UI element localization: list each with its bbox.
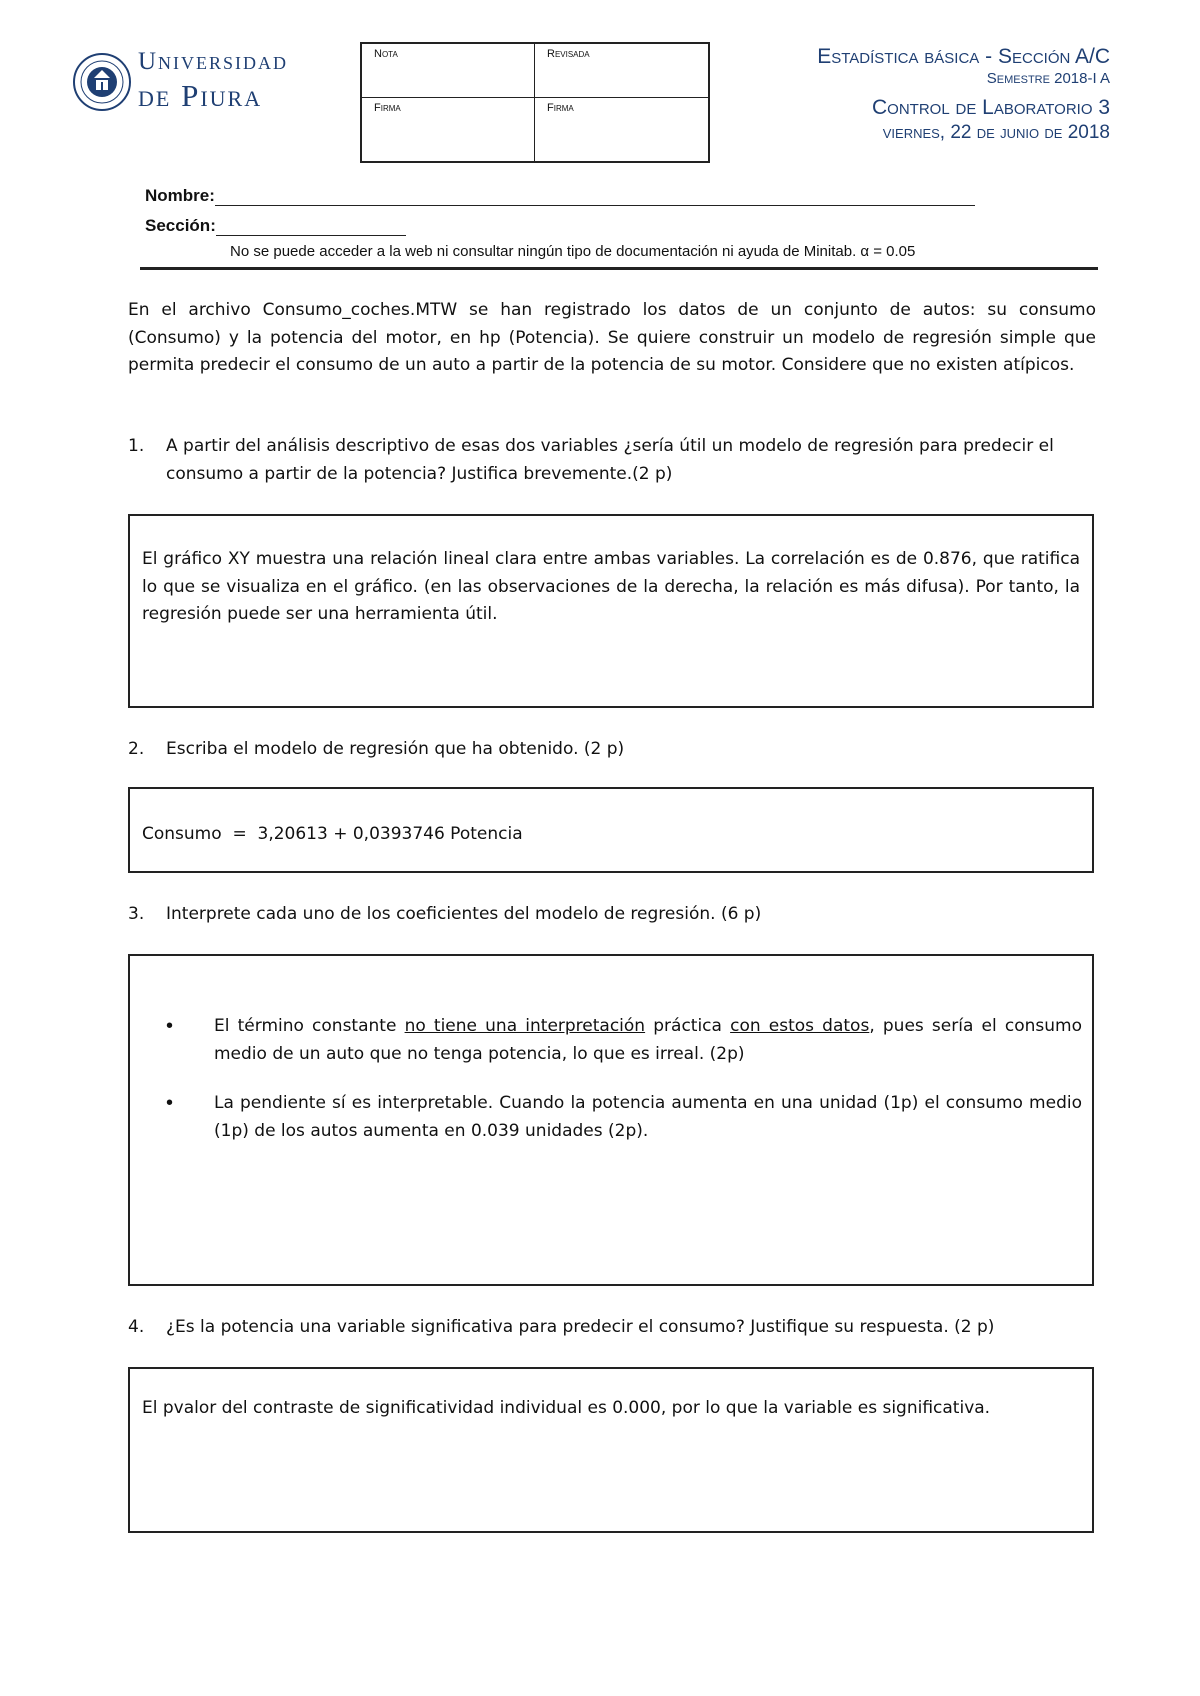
question-2-number: 2. xyxy=(128,739,145,759)
question-4-number: 4. xyxy=(128,1317,145,1337)
section-blank-line[interactable] xyxy=(216,219,406,236)
answer-box-2 xyxy=(128,787,1094,873)
university-seal-icon xyxy=(72,42,132,122)
question-2 xyxy=(128,736,1098,764)
grade-cell-nota: Nota xyxy=(362,44,535,98)
name-blank-line[interactable] xyxy=(215,189,975,206)
answer-box-4 xyxy=(128,1367,1094,1533)
logo-line-1: Universidad xyxy=(138,48,289,75)
answer-4-text: El pvalor del contraste de significatividad individual es 0.000, por lo que la variable es significativa. xyxy=(142,1398,991,1418)
grade-cell-firma-1: Firma xyxy=(362,98,535,161)
name-label: Nombre: xyxy=(145,186,215,205)
section-label: Sección: xyxy=(145,216,216,235)
intro-paragraph: En el archivo Consumo_coches.MTW se han registrado los datos de un conjunto de autos: su consumo (Consumo) y la potencia del motor, en hp (Potencia). Se quiere construir un modelo de regresión simple que permita predecir el consumo de un auto a partir de la potencia de su motor. Considere que no existen atípicos. xyxy=(128,300,1096,375)
question-3-number: 3. xyxy=(128,904,145,924)
answer-1-text: El gráfico XY muestra una relación lineal clara entre ambas variables. La correlación es de 0.876, que ratifica lo que se visualiza en el gráfico. (en las observaciones de la derecha, la relación es más difusa). Por tanto, la regresión puede ser una herramienta útil. xyxy=(142,549,1080,624)
answer-box-1 xyxy=(128,514,1094,708)
logo-line-2: de Piura xyxy=(138,78,263,113)
answer-3-bullet-2 xyxy=(130,1090,1092,1145)
grade-cell-firma-2: Firma xyxy=(547,102,574,114)
grade-table xyxy=(360,42,710,163)
answer-3-bullet-2-text: La pendiente sí es interpretable. Cuando la potencia aumenta en una unidad (1p) el consumo medio (1p) de los autos aumenta en 0.039 unidades (2p). xyxy=(214,1093,1082,1141)
bullet-icon: • xyxy=(166,1092,174,1114)
question-3 xyxy=(128,901,1098,929)
header-divider xyxy=(140,267,1098,270)
question-4-text: ¿Es la potencia una variable significativa para predecir el consumo? Justifique su respuesta. (2 p) xyxy=(166,1317,995,1337)
bullet-1-underline-2: con estos datos xyxy=(730,1016,870,1036)
exam-title: Control de Laboratorio 3 xyxy=(872,96,1110,119)
section-field xyxy=(145,216,406,236)
question-3-text: Interprete cada uno de los coeficientes del modelo de regresión. (6 p) xyxy=(166,904,762,924)
bullet-1-part-1: El término constante xyxy=(214,1016,405,1036)
university-logo xyxy=(72,42,289,122)
question-1-number: 1. xyxy=(128,436,145,456)
answer-box-3 xyxy=(128,954,1094,1286)
bullet-1-part-2: práctica xyxy=(645,1016,731,1036)
answer-2-text: Consumo = 3,20613 + 0,0393746 Potencia xyxy=(142,824,523,844)
course-header xyxy=(817,44,1110,145)
exam-date: viernes, 22 de junio de 2018 xyxy=(882,122,1110,144)
name-field xyxy=(145,186,975,206)
question-2-text: Escriba el modelo de regresión que ha obtenido. (2 p) xyxy=(166,739,625,759)
question-1-text: A partir del análisis descriptivo de esas dos variables ¿sería útil un modelo de regresión para predecir el consumo a partir de la potencia? Justifica brevemente.(2 p) xyxy=(166,436,1054,484)
grade-cell-revisada: Revisada xyxy=(535,44,708,98)
bullet-1-part-3: , pues sería el consumo medio de un auto que no tenga potencia, lo que es irreal. (2p) xyxy=(214,1016,1082,1064)
semester: Semestre 2018-I A xyxy=(986,70,1110,88)
answer-3-bullet-1-text xyxy=(214,1013,1092,1068)
rules-note: No se puede acceder a la web ni consultar ningún tipo de documentación ni ayuda de Minitab. α = 0.05 xyxy=(230,243,916,260)
bullet-1-underline-1: no tiene una interpretación xyxy=(404,1016,646,1036)
course-title: Estadística básica - Sección A/C xyxy=(817,45,1110,68)
question-4 xyxy=(128,1314,1098,1342)
bullet-icon: • xyxy=(166,1015,174,1037)
answer-3-bullet-1 xyxy=(130,1013,1092,1068)
question-1 xyxy=(128,433,1098,488)
